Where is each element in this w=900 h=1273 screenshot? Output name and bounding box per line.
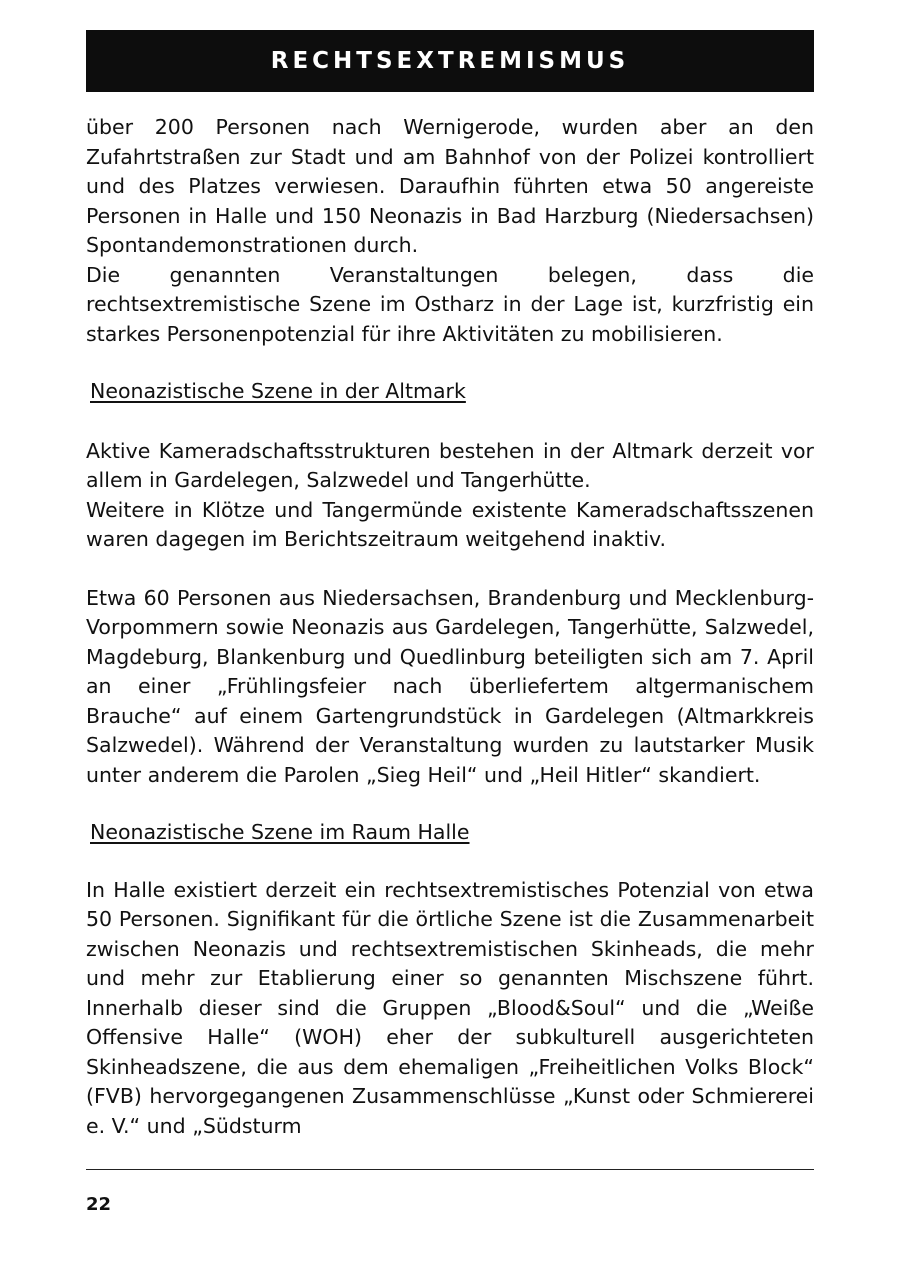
- footer-divider: [86, 1169, 814, 1170]
- section-heading: Neonazistische Szene in der Altmark: [90, 379, 466, 403]
- paragraph: Die genannten Veranstaltungen belegen, dass die rechtsextremistische Szene im Ostharz in der Lage ist, kurzfristig ein starkes Personenpotenzial für ihre Aktivitäten zu mobilisieren.: [86, 262, 814, 346]
- page-body: [86, 113, 814, 1141]
- section-header-bar: [86, 30, 814, 92]
- page-number: 22: [86, 1194, 112, 1215]
- paragraph: über 200 Personen nach Wernigerode, wurden aber an den Zufahrtstraßen zur Stadt und am Bahnhof von der Polizei kontrolliert und des Platzes verwiesen. Daraufhin führten etwa 50 angereiste Personen in Halle und 150 Neonazis in Bad Harzburg (Niedersachsen) Spontandemonstrationen durch.: [86, 115, 814, 257]
- section-heading: Neonazistische Szene im Raum Halle: [90, 820, 470, 844]
- paragraph: Etwa 60 Personen aus Niedersachsen, Brandenburg und Mecklenburg-Vorpommern sowie Neonazis aus Gardelegen, Tangerhütte, Salzwedel, Magdeburg, Blankenburg und Quedlinburg beteiligten sich am 7. April an einer „Frühlingsfeier nach überliefertem altgermanischem Brauche“ auf einem Gartengrundstück in Gardelegen (Altmarkkreis Salzwedel). Während der Veranstaltung wurden zu lautstarker Musik unter anderem die Parolen „Sieg Heil“ und „Heil Hitler“ skandiert.: [86, 585, 814, 787]
- section-title: RECHTSEXTREMISMUS: [270, 48, 630, 74]
- paragraph: Weitere in Klötze und Tangermünde existente Kameradschaftsszenen waren dagegen im Berichtszeitraum weitgehend inaktiv.: [86, 497, 814, 551]
- paragraph: In Halle existiert derzeit ein rechtsextremistisches Potenzial von etwa 50 Personen. Signifikant für die örtliche Szene ist die Zusammenarbeit zwischen Neonazis und rechtsextremistischen Skinheads, die mehr und mehr zur Etablierung einer so genannten Mischszene führt. Innerhalb dieser sind die Gruppen „Blood&Soul“ und die „Weiße Offensive Halle“ (WOH) eher der subkulturell ausgerichteten Skinheadszene, die aus dem ehemaligen „Freiheitlichen Volks Block“ (FVB) hervorgegangenen Zusammenschlüsse „Kunst oder Schmiererei e. V.“ und „Südsturm: [86, 877, 814, 1138]
- paragraph: Aktive Kameradschaftsstrukturen bestehen in der Altmark derzeit vor allem in Gardelegen, Salzwedel und Tangerhütte.: [86, 438, 814, 492]
